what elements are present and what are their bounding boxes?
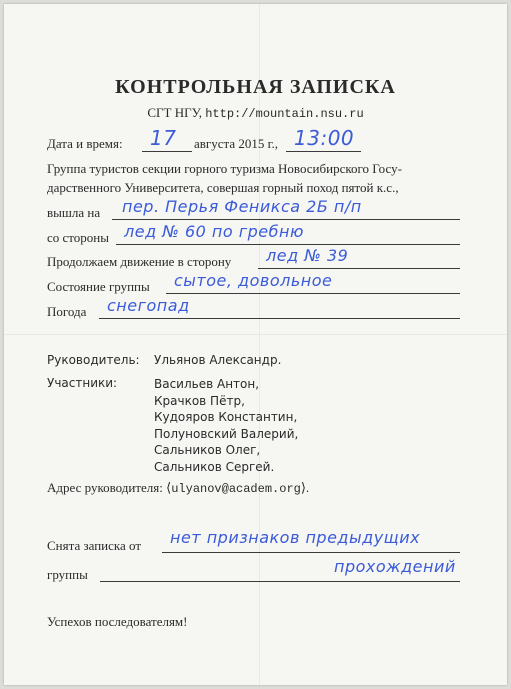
participants-list [154,376,298,475]
exit-label: вышла на [47,205,101,220]
group-line-2: дарственного Университета, совершая горный поход пятой к.с., [47,180,399,195]
day-value: 17 [150,126,177,150]
datetime-label: Дата и время: [47,136,123,151]
org-name: СГТ НГУ, [147,105,202,120]
state-value: сытое, довольное [174,271,333,290]
time-underline [286,151,361,152]
removed-label-2: группы [47,567,88,582]
continue-underline [258,268,460,269]
address-line [47,480,309,496]
side-value: лед № 60 по гребню [124,222,304,241]
participant: Крачков Пётр, [154,393,245,408]
continue-value: лед № 39 [266,246,349,265]
removed-underline-2 [100,581,460,582]
month-year: августа 2015 г., [194,136,278,151]
participant: Васильев Антон, [154,377,260,391]
day-underline [142,151,192,152]
removed-value-1: нет признаков предыдущих [170,528,421,547]
note-sheet [4,4,507,685]
leader-name: Ульянов Александр. [154,353,282,367]
removed-value-2: прохождений [334,557,456,576]
address-email: ulyanov@academ.org [171,482,301,496]
weather-label: Погода [47,304,87,319]
participant: Сальников Олег, [154,443,261,457]
address-close: ⟩. [300,480,310,495]
group-line-1: Группа туристов секции горного туризма Новосибирского Госу- [47,161,402,176]
removed-underline-1 [162,552,460,553]
org-line [4,105,507,121]
leader-label: Руководитель: [47,353,140,367]
state-underline [166,293,460,294]
exit-value: пер. Перья Феникса 2Б п/п [122,197,362,216]
side-label: со стороны [47,230,109,245]
side-underline [116,244,460,245]
participants-label: Участники: [47,376,118,390]
fold-crease-horizontal [4,334,507,335]
time-value: 13:00 [294,126,355,150]
footer-wish: Успехов последователям! [47,614,188,629]
weather-underline [99,318,460,319]
address-open: ⟨ [166,480,172,495]
weather-value: снегопад [107,296,190,315]
exit-underline [112,219,460,220]
participant: Кудояров Константин, [154,410,298,424]
state-label: Состояние группы [47,279,150,294]
participant: Сальников Сергей. [154,459,275,474]
participant: Полуновский Валерий, [154,426,299,441]
page-title: КОНТРОЛЬНАЯ ЗАПИСКА [115,76,396,98]
removed-label: Снята записка от [47,538,142,553]
org-url: http://mountain.nsu.ru [205,107,364,121]
continue-label: Продолжаем движение в сторону [47,254,232,269]
address-label: Адрес руководителя: [47,480,163,495]
